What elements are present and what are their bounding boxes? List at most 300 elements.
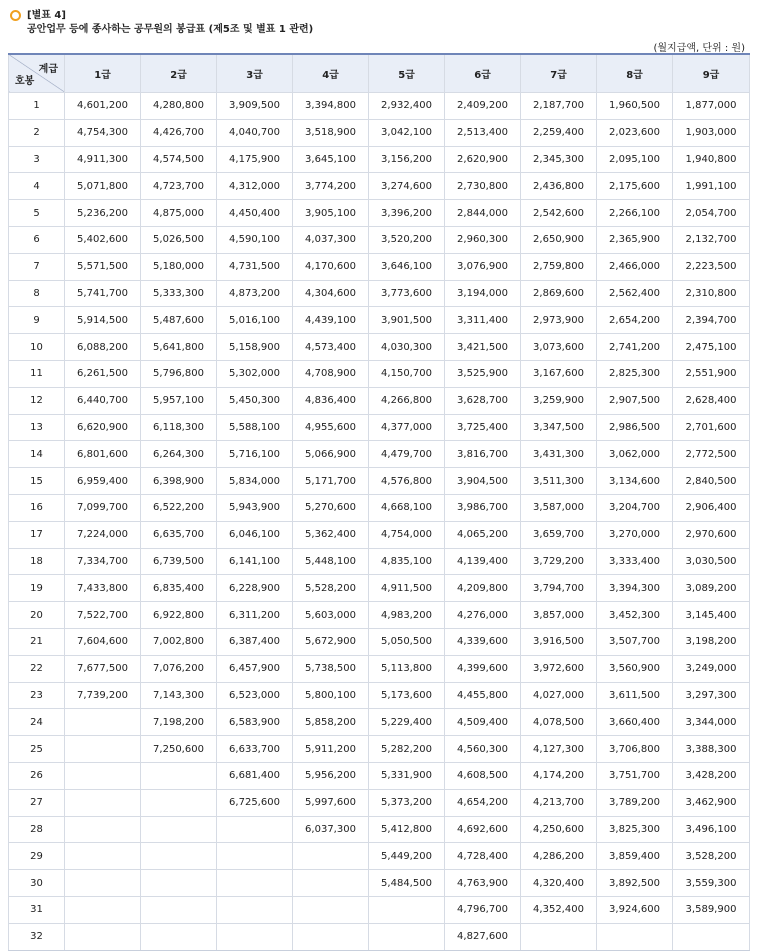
salary-cell: 3,916,500 (521, 628, 597, 655)
table-row (9, 548, 750, 575)
step-header-label: 호봉 (15, 76, 35, 87)
rank-header-label: 계급 (38, 64, 58, 75)
salary-cell: 5,716,100 (217, 441, 293, 468)
salary-cell: 3,520,200 (369, 226, 445, 253)
salary-cell: 4,174,200 (521, 762, 597, 789)
step-number-cell: 31 (9, 896, 65, 923)
salary-cell: 6,141,100 (217, 548, 293, 575)
salary-cell: 4,276,000 (445, 602, 521, 629)
salary-cell (141, 789, 217, 816)
salary-cell: 6,739,500 (141, 548, 217, 575)
salary-cell: 5,957,100 (141, 387, 217, 414)
salary-cell: 4,040,700 (217, 119, 293, 146)
salary-cell: 4,708,900 (293, 360, 369, 387)
salary-cell: 4,835,100 (369, 548, 445, 575)
salary-cell: 3,646,100 (369, 253, 445, 280)
salary-cell: 7,076,200 (141, 655, 217, 682)
salary-cell: 2,986,500 (597, 414, 673, 441)
table-row (9, 843, 750, 870)
table-row (9, 93, 750, 120)
salary-cell: 2,730,800 (445, 173, 521, 200)
table-row (9, 682, 750, 709)
salary-cell: 5,672,900 (293, 628, 369, 655)
table-row (9, 789, 750, 816)
salary-cell: 2,759,800 (521, 253, 597, 280)
salary-cell: 3,270,000 (597, 521, 673, 548)
step-number-cell: 3 (9, 146, 65, 173)
column-header-grade-3: 3급 (217, 54, 293, 93)
salary-cell: 7,143,300 (141, 682, 217, 709)
step-number-cell: 28 (9, 816, 65, 843)
table-row (9, 628, 750, 655)
step-number-cell: 13 (9, 414, 65, 441)
table-row (9, 253, 750, 280)
salary-cell: 1,991,100 (673, 173, 750, 200)
salary-cell: 2,844,000 (445, 200, 521, 227)
salary-cell: 3,089,200 (673, 575, 750, 602)
salary-cell: 4,590,100 (217, 226, 293, 253)
annex-label: [별표 4] (27, 10, 66, 21)
salary-cell: 3,452,300 (597, 602, 673, 629)
salary-cell: 5,487,600 (141, 307, 217, 334)
salary-cell: 2,187,700 (521, 93, 597, 120)
salary-cell: 3,394,800 (293, 93, 369, 120)
salary-cell: 2,266,100 (597, 200, 673, 227)
salary-cell: 4,911,300 (65, 146, 141, 173)
salary-cell: 5,484,500 (369, 870, 445, 897)
table-row (9, 360, 750, 387)
salary-cell: 3,518,900 (293, 119, 369, 146)
salary-cell: 4,065,200 (445, 521, 521, 548)
salary-cell: 1,940,800 (673, 146, 750, 173)
salary-cell: 4,875,000 (141, 200, 217, 227)
salary-cell: 3,462,900 (673, 789, 750, 816)
salary-cell: 3,428,200 (673, 762, 750, 789)
salary-cell: 4,455,800 (445, 682, 521, 709)
salary-cell: 5,113,800 (369, 655, 445, 682)
salary-cell: 5,800,100 (293, 682, 369, 709)
salary-cell: 6,118,300 (141, 414, 217, 441)
salary-cell: 6,228,900 (217, 575, 293, 602)
salary-cell: 4,827,600 (445, 923, 521, 950)
salary-cell (597, 923, 673, 950)
salary-cell: 4,911,500 (369, 575, 445, 602)
salary-cell: 7,099,700 (65, 494, 141, 521)
salary-cell: 4,983,200 (369, 602, 445, 629)
salary-cell: 3,659,700 (521, 521, 597, 548)
table-row (9, 468, 750, 495)
salary-cell: 5,956,200 (293, 762, 369, 789)
salary-cell: 4,312,000 (217, 173, 293, 200)
salary-cell: 5,158,900 (217, 334, 293, 361)
salary-cell: 1,877,000 (673, 93, 750, 120)
salary-cell (673, 923, 750, 950)
salary-cell: 2,132,700 (673, 226, 750, 253)
salary-cell: 6,398,900 (141, 468, 217, 495)
table-row (9, 200, 750, 227)
salary-cell (521, 923, 597, 950)
salary-cell: 5,362,400 (293, 521, 369, 548)
salary-cell: 5,943,900 (217, 494, 293, 521)
salary-cell: 6,088,200 (65, 334, 141, 361)
table-row (9, 441, 750, 468)
step-number-cell: 32 (9, 923, 65, 950)
salary-cell: 2,701,600 (673, 414, 750, 441)
salary-cell: 2,840,500 (673, 468, 750, 495)
salary-cell: 2,345,300 (521, 146, 597, 173)
salary-cell: 3,645,100 (293, 146, 369, 173)
step-number-cell: 21 (9, 628, 65, 655)
salary-cell: 2,475,100 (673, 334, 750, 361)
column-header-grade-4: 4급 (293, 54, 369, 93)
salary-cell: 2,973,900 (521, 307, 597, 334)
column-header-grade-8: 8급 (597, 54, 673, 93)
salary-cell: 4,754,000 (369, 521, 445, 548)
salary-cell: 4,576,800 (369, 468, 445, 495)
salary-cell (293, 843, 369, 870)
salary-cell: 4,873,200 (217, 280, 293, 307)
salary-cell: 4,280,800 (141, 93, 217, 120)
salary-cell: 7,433,800 (65, 575, 141, 602)
salary-cell: 3,394,300 (597, 575, 673, 602)
salary-cell: 6,522,200 (141, 494, 217, 521)
salary-cell: 5,236,200 (65, 200, 141, 227)
salary-cell: 3,972,600 (521, 655, 597, 682)
salary-cell: 3,628,700 (445, 387, 521, 414)
salary-cell: 4,266,800 (369, 387, 445, 414)
step-number-cell: 4 (9, 173, 65, 200)
salary-cell: 3,249,000 (673, 655, 750, 682)
salary-cell: 4,286,200 (521, 843, 597, 870)
table-row (9, 709, 750, 736)
salary-cell: 4,573,400 (293, 334, 369, 361)
salary-cell: 4,754,300 (65, 119, 141, 146)
salary-cell: 5,738,500 (293, 655, 369, 682)
step-number-cell: 27 (9, 789, 65, 816)
table-row (9, 494, 750, 521)
salary-cell: 4,509,400 (445, 709, 521, 736)
column-header-grade-2: 2급 (141, 54, 217, 93)
salary-cell: 6,922,800 (141, 602, 217, 629)
step-number-cell: 10 (9, 334, 65, 361)
salary-cell: 3,062,000 (597, 441, 673, 468)
salary-cell: 3,344,000 (673, 709, 750, 736)
salary-cell: 5,914,500 (65, 307, 141, 334)
step-number-cell: 9 (9, 307, 65, 334)
salary-cell: 4,399,600 (445, 655, 521, 682)
salary-cell (293, 870, 369, 897)
salary-cell: 3,421,500 (445, 334, 521, 361)
salary-cell: 2,970,600 (673, 521, 750, 548)
salary-cell: 4,213,700 (521, 789, 597, 816)
salary-cell: 5,997,600 (293, 789, 369, 816)
salary-cell: 6,264,300 (141, 441, 217, 468)
salary-cell (65, 762, 141, 789)
salary-cell: 6,523,000 (217, 682, 293, 709)
step-number-cell: 16 (9, 494, 65, 521)
salary-cell: 4,139,400 (445, 548, 521, 575)
salary-cell: 4,150,700 (369, 360, 445, 387)
salary-cell: 4,654,200 (445, 789, 521, 816)
salary-cell: 1,960,500 (597, 93, 673, 120)
salary-cell: 6,037,300 (293, 816, 369, 843)
salary-cell: 5,333,300 (141, 280, 217, 307)
salary-cell: 6,681,400 (217, 762, 293, 789)
salary-cell: 3,794,700 (521, 575, 597, 602)
salary-cell: 5,270,600 (293, 494, 369, 521)
step-number-cell: 22 (9, 655, 65, 682)
salary-cell: 4,763,900 (445, 870, 521, 897)
salary-cell: 7,250,600 (141, 736, 217, 763)
salary-cell: 6,311,200 (217, 602, 293, 629)
salary-cell (65, 816, 141, 843)
salary-cell: 4,339,600 (445, 628, 521, 655)
salary-cell: 4,731,500 (217, 253, 293, 280)
salary-cell: 6,959,400 (65, 468, 141, 495)
table-row (9, 521, 750, 548)
salary-cell: 6,835,400 (141, 575, 217, 602)
step-number-cell: 23 (9, 682, 65, 709)
salary-cell: 2,654,200 (597, 307, 673, 334)
salary-cell: 3,042,100 (369, 119, 445, 146)
salary-cell: 3,347,500 (521, 414, 597, 441)
table-row (9, 602, 750, 629)
salary-cell: 3,859,400 (597, 843, 673, 870)
salary-cell: 3,986,700 (445, 494, 521, 521)
salary-cell: 5,450,300 (217, 387, 293, 414)
salary-cell: 2,628,400 (673, 387, 750, 414)
salary-cell (65, 736, 141, 763)
salary-cell: 4,250,600 (521, 816, 597, 843)
table-row (9, 173, 750, 200)
salary-cell: 5,066,900 (293, 441, 369, 468)
corner-header-cell (9, 54, 65, 93)
salary-cell: 4,127,300 (521, 736, 597, 763)
salary-cell: 4,560,300 (445, 736, 521, 763)
salary-cell: 5,302,000 (217, 360, 293, 387)
salary-cell: 4,352,400 (521, 896, 597, 923)
salary-cell: 2,907,500 (597, 387, 673, 414)
table-row (9, 896, 750, 923)
salary-cell: 5,282,200 (369, 736, 445, 763)
salary-cell: 5,641,800 (141, 334, 217, 361)
salary-cell: 3,259,900 (521, 387, 597, 414)
salary-cell (217, 923, 293, 950)
table-heading (10, 9, 313, 36)
table-row (9, 736, 750, 763)
salary-cell: 5,373,200 (369, 789, 445, 816)
salary-cell (141, 923, 217, 950)
salary-cell: 3,924,600 (597, 896, 673, 923)
step-number-cell: 25 (9, 736, 65, 763)
table-row (9, 655, 750, 682)
salary-cell: 3,396,200 (369, 200, 445, 227)
step-number-cell: 7 (9, 253, 65, 280)
salary-cell: 3,297,300 (673, 682, 750, 709)
salary-cell: 3,611,500 (597, 682, 673, 709)
salary-cell: 2,620,900 (445, 146, 521, 173)
salary-cell: 3,431,300 (521, 441, 597, 468)
salary-cell: 3,706,800 (597, 736, 673, 763)
table-row (9, 307, 750, 334)
salary-cell: 3,725,400 (445, 414, 521, 441)
salary-cell (293, 896, 369, 923)
step-number-cell: 24 (9, 709, 65, 736)
salary-cell: 4,668,100 (369, 494, 445, 521)
salary-cell: 3,892,500 (597, 870, 673, 897)
salary-cell: 2,741,200 (597, 334, 673, 361)
salary-cell: 3,816,700 (445, 441, 521, 468)
salary-cell (217, 896, 293, 923)
table-row (9, 119, 750, 146)
salary-cell: 4,574,500 (141, 146, 217, 173)
salary-cell: 3,156,200 (369, 146, 445, 173)
salary-cell: 4,078,500 (521, 709, 597, 736)
step-number-cell: 5 (9, 200, 65, 227)
unit-note: (월지급액, 단위 : 원) (653, 43, 745, 54)
step-number-cell: 6 (9, 226, 65, 253)
salary-cell (369, 923, 445, 950)
salary-cell: 6,801,600 (65, 441, 141, 468)
salary-cell: 1,903,000 (673, 119, 750, 146)
salary-cell: 3,073,600 (521, 334, 597, 361)
table-body (9, 93, 750, 951)
salary-cell: 3,857,000 (521, 602, 597, 629)
step-number-cell: 14 (9, 441, 65, 468)
salary-cell: 5,588,100 (217, 414, 293, 441)
step-number-cell: 12 (9, 387, 65, 414)
table-row (9, 575, 750, 602)
salary-cell: 4,728,400 (445, 843, 521, 870)
salary-cell: 5,528,200 (293, 575, 369, 602)
salary-cell: 2,259,400 (521, 119, 597, 146)
table-row (9, 387, 750, 414)
salary-cell: 7,604,600 (65, 628, 141, 655)
salary-cell (293, 923, 369, 950)
salary-cell: 2,542,600 (521, 200, 597, 227)
salary-cell: 5,412,800 (369, 816, 445, 843)
salary-cell: 5,603,000 (293, 602, 369, 629)
step-number-cell: 11 (9, 360, 65, 387)
table-row (9, 816, 750, 843)
salary-cell (65, 896, 141, 923)
salary-cell: 3,388,300 (673, 736, 750, 763)
salary-cell (217, 816, 293, 843)
salary-cell (65, 870, 141, 897)
salary-cell: 2,175,600 (597, 173, 673, 200)
salary-cell: 4,692,600 (445, 816, 521, 843)
salary-cell (369, 896, 445, 923)
column-header-grade-5: 5급 (369, 54, 445, 93)
salary-cell: 2,551,900 (673, 360, 750, 387)
salary-cell: 3,901,500 (369, 307, 445, 334)
salary-cell: 3,525,900 (445, 360, 521, 387)
table-row (9, 280, 750, 307)
table-row (9, 334, 750, 361)
salary-cell: 6,261,500 (65, 360, 141, 387)
salary-cell: 2,310,800 (673, 280, 750, 307)
salary-cell (65, 923, 141, 950)
salary-cell: 4,955,600 (293, 414, 369, 441)
salary-cell: 3,528,200 (673, 843, 750, 870)
salary-cell: 2,365,900 (597, 226, 673, 253)
salary-cell: 4,377,000 (369, 414, 445, 441)
salary-cell: 4,175,900 (217, 146, 293, 173)
salary-cell: 4,450,400 (217, 200, 293, 227)
salary-cell: 6,046,100 (217, 521, 293, 548)
salary-cell: 5,834,000 (217, 468, 293, 495)
salary-cell: 4,304,600 (293, 280, 369, 307)
salary-table (8, 53, 750, 951)
salary-cell: 5,741,700 (65, 280, 141, 307)
salary-cell: 3,204,700 (597, 494, 673, 521)
column-header-grade-7: 7급 (521, 54, 597, 93)
salary-cell: 5,016,100 (217, 307, 293, 334)
salary-cell: 4,030,300 (369, 334, 445, 361)
salary-cell: 2,772,500 (673, 441, 750, 468)
salary-cell: 6,633,700 (217, 736, 293, 763)
salary-cell: 6,457,900 (217, 655, 293, 682)
step-number-cell: 30 (9, 870, 65, 897)
salary-cell: 4,209,800 (445, 575, 521, 602)
salary-cell: 2,932,400 (369, 93, 445, 120)
salary-cell: 3,198,200 (673, 628, 750, 655)
table-row (9, 146, 750, 173)
salary-cell: 2,023,600 (597, 119, 673, 146)
salary-cell: 7,677,500 (65, 655, 141, 682)
salary-cell (141, 843, 217, 870)
salary-cell: 4,796,700 (445, 896, 521, 923)
salary-cell: 3,134,600 (597, 468, 673, 495)
salary-cell: 3,909,500 (217, 93, 293, 120)
salary-cell: 6,387,400 (217, 628, 293, 655)
salary-cell: 6,583,900 (217, 709, 293, 736)
salary-cell: 2,223,500 (673, 253, 750, 280)
salary-cell: 6,635,700 (141, 521, 217, 548)
salary-cell: 5,050,500 (369, 628, 445, 655)
salary-cell (141, 870, 217, 897)
salary-cell: 7,739,200 (65, 682, 141, 709)
salary-cell: 4,027,000 (521, 682, 597, 709)
salary-cell: 5,026,500 (141, 226, 217, 253)
salary-cell: 3,145,400 (673, 602, 750, 629)
salary-cell: 5,071,800 (65, 173, 141, 200)
salary-cell: 4,426,700 (141, 119, 217, 146)
salary-cell: 6,440,700 (65, 387, 141, 414)
salary-cell: 7,224,000 (65, 521, 141, 548)
salary-cell: 7,198,200 (141, 709, 217, 736)
salary-cell: 4,170,600 (293, 253, 369, 280)
step-number-cell: 20 (9, 602, 65, 629)
salary-cell: 3,167,600 (521, 360, 597, 387)
salary-cell: 2,054,700 (673, 200, 750, 227)
salary-cell: 2,409,200 (445, 93, 521, 120)
salary-cell (217, 843, 293, 870)
step-number-cell: 1 (9, 93, 65, 120)
table-title: 공안업무 등에 종사하는 공무원의 봉급표 (제5조 및 별표 1 관련) (27, 24, 314, 35)
salary-cell: 2,562,400 (597, 280, 673, 307)
salary-cell: 4,479,700 (369, 441, 445, 468)
salary-cell (65, 789, 141, 816)
salary-cell: 3,774,200 (293, 173, 369, 200)
step-number-cell: 18 (9, 548, 65, 575)
salary-cell (141, 896, 217, 923)
salary-cell: 7,334,700 (65, 548, 141, 575)
salary-cell: 3,789,200 (597, 789, 673, 816)
salary-cell: 2,960,300 (445, 226, 521, 253)
salary-cell: 3,496,100 (673, 816, 750, 843)
salary-cell: 3,559,300 (673, 870, 750, 897)
